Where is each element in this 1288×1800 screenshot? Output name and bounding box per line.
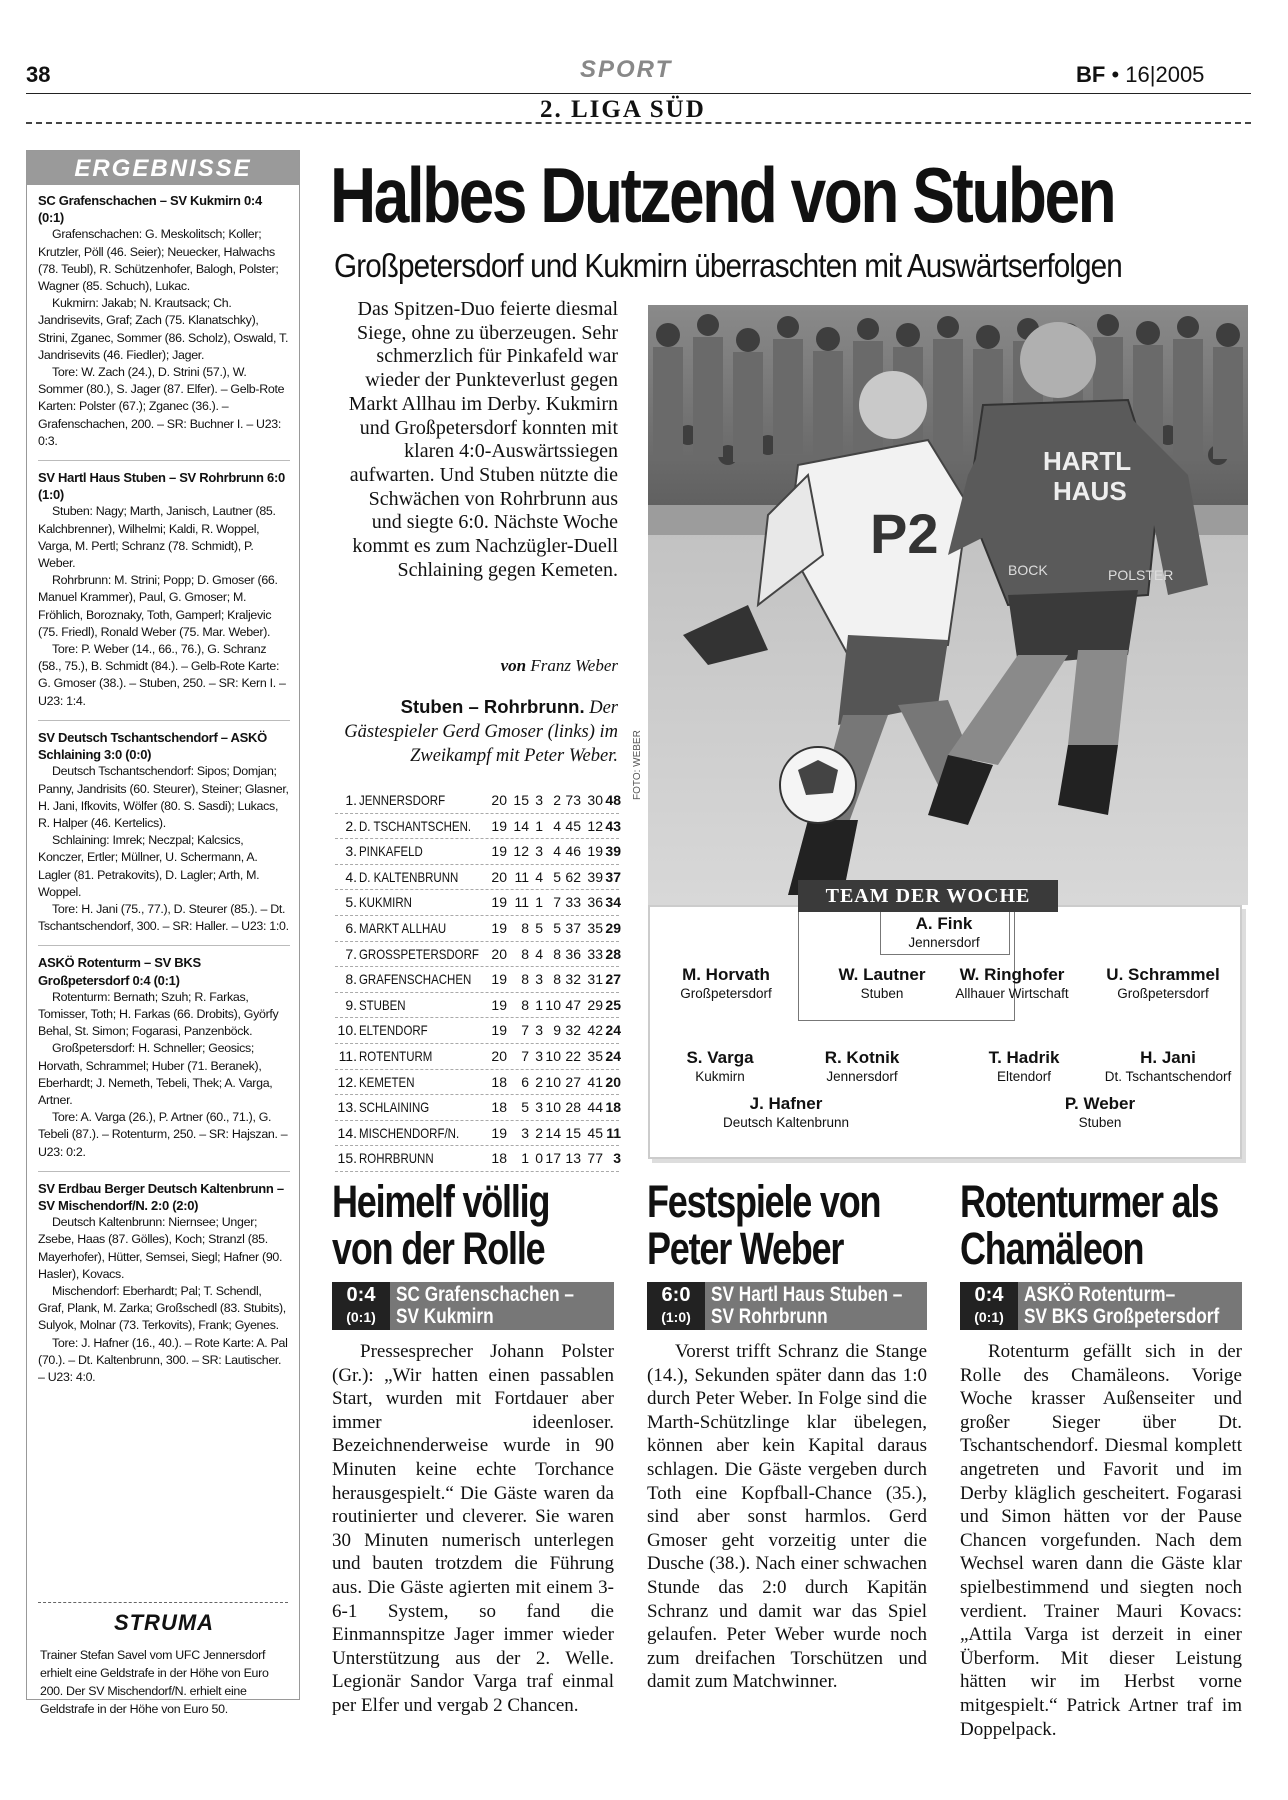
table-row — [335, 1146, 619, 1172]
table-row — [335, 839, 619, 865]
report-1-text: Pressesprecher Johann Polster (Gr.): „Wir hatten einen passablen Start, wurden mit Fortdauer aber immer ideenloser. Bezeichnenderweise wurde in 90 Minuten keine echte Torchance herausgespielt.“ Die Gäste waren da routinierter und cleverer. Sie waren 30 Minuten numerisch unterlegen und bauten trotzdem die Führung aus. Die Gäste agierten mit einem 3-6-1 System, so fand die Einmannspitze Jager immer wieder Unterstützung aus der 2. Welle. Legionär Sandor Varga traf einmal per Elfer und vergab 2 Chancen. — [332, 1341, 614, 1716]
table-cell-d: 1 — [535, 996, 543, 1013]
result-paragraph: Tore: J. Hafner (16., 40.). – Rote Karte: A. Pal (70.). – Dt. Kaltenbrunn, 300. – SR: Lautischer. – U23: 4:0. — [38, 1335, 288, 1384]
table-cell-team: GROSSPETERSDORF — [359, 945, 479, 962]
result-paragraph: Grafenschachen: G. Meskolitsch; Koller; Krutzler, Pöll (46. Seier); Neuecker, Halwachs (78. Teubl), R. Schützenhofer, Balogh, Polster; Wagner (85. Schuch), Lukac. — [38, 227, 279, 294]
half-time-score: (0:1) — [974, 1309, 1004, 1325]
table-cell-l: 9 — [553, 1022, 561, 1039]
table-cell-team: GRAFENSCHACHEN — [359, 971, 472, 988]
report-2-score-bar — [647, 1282, 927, 1330]
result-paragraph: Großpetersdorf: H. Schneller; Geosics; Horvath, Schrammel; Huber (71. Beranek), Eberhardt; J. Nemeth, Tebeli, Thek; A. Varga, Artner. — [38, 1041, 273, 1107]
table-cell-l: 10 — [545, 1099, 561, 1116]
table-cell-gf: 73 — [565, 792, 581, 808]
report-3-headline-line-1: Rotenturmer als — [960, 1176, 1219, 1227]
table-cell-p: 18 — [491, 1073, 507, 1090]
table-cell-pts: 27 — [605, 971, 621, 988]
half-time-score: (0:1) — [346, 1309, 376, 1325]
player-card — [880, 914, 1008, 950]
table-row — [335, 942, 619, 968]
table-cell-pts: 34 — [605, 894, 621, 911]
shirt-text-right-2: HAUS — [1053, 476, 1127, 506]
table-cell-d: 3 — [535, 792, 543, 808]
table-cell-gf: 62 — [565, 868, 581, 885]
table-row — [335, 1018, 619, 1044]
player-club: Großpetersdorf — [680, 986, 772, 1001]
table-cell-rank: 15. — [337, 1150, 357, 1167]
player-name: A. Fink — [915, 914, 973, 933]
table-cell-gf: 13 — [565, 1150, 581, 1167]
table-cell-ga: 12 — [587, 817, 603, 834]
table-cell-ga: 30 — [587, 792, 603, 808]
player-name: H. Jani — [1140, 1048, 1196, 1067]
report-2-headline — [647, 1178, 880, 1272]
table-cell-p: 18 — [491, 1099, 507, 1116]
table-cell-rank: 7. — [345, 945, 357, 962]
player-club: Allhauer Wirtschaft — [955, 986, 1069, 1001]
result-paragraph: Tore: H. Jani (75., 77.), D. Steurer (85.). – Dt. Tschantschendorf, 300. – SR: Haller. – U23: 1:0. — [38, 901, 289, 934]
table-cell-team: KEMETEN — [359, 1073, 415, 1090]
table-cell-team: PINKAFELD — [359, 843, 423, 860]
table-cell-pts: 29 — [605, 919, 621, 936]
player-club: Jennersdorf — [908, 935, 980, 950]
result-paragraph: Kukmirn: Jakab; N. Krautsack; Ch. Jandrisevits, Graf; Zach (75. Klanatschky), Strini, Zganec, Sommer (86. Scholz), Oswald, T. Jandrisevits (46. Fiedler); Jager. — [38, 296, 289, 362]
player-name: R. Kotnik — [824, 1048, 900, 1067]
struma-separator — [38, 1602, 288, 1603]
byline-prefix: von — [500, 656, 527, 675]
photo-credit: FOTO: WEBER — [632, 730, 643, 800]
table-cell-gf: 37 — [565, 919, 581, 936]
table-cell-ga: 42 — [587, 1022, 603, 1039]
table-cell-ga: 29 — [587, 996, 603, 1013]
league-title: 2. LIGA SÜD — [540, 96, 706, 123]
table-row — [335, 1070, 619, 1096]
report-3-headline — [960, 1178, 1218, 1272]
final-score: 0:4 — [974, 1284, 1004, 1306]
shirt-text-right-1: HARTL — [1043, 446, 1132, 476]
player-name: J. Hafner — [749, 1094, 823, 1113]
table-cell-l: 4 — [553, 817, 561, 834]
report-3-score-bar — [960, 1282, 1242, 1330]
table-cell-w: 15 — [513, 792, 529, 808]
table-cell-p: 20 — [491, 1047, 507, 1064]
page-number: 38 — [26, 62, 51, 87]
player-club: Deutsch Kaltenbrunn — [722, 1115, 850, 1130]
report-2-teams — [711, 1284, 902, 1328]
player-club: Dt. Tschantschendorf — [1104, 1069, 1232, 1084]
result-paragraph: Schlaining: Imrek; Neczpal; Kalcsics, Konczer, Ertler; Müllner, U. Schermann, A. Lagler (81. Petrakovits), D. Lagler; Arth, M. Woppel. — [38, 833, 260, 899]
report-1-teams — [396, 1284, 574, 1328]
table-cell-w: 8 — [521, 919, 529, 936]
result-heading: SV Deutsch Tschantschendorf – ASKÖ Schlaining 3:0 (0:0) — [38, 729, 267, 763]
player-name: M. Horvath — [682, 965, 770, 984]
header-dashed-rule — [26, 122, 1251, 124]
table-cell-p: 19 — [491, 817, 507, 834]
table-cell-p: 18 — [491, 1150, 507, 1167]
result-paragraph: Rohrbrunn: M. Strini; Popp; D. Gmoser (66. Manuel Krammer), Paul, G. Gmoser; M. Fröhlich, Boroznaky, Toth, Gamperl; Kraljevic (75. Friedl), Ronald Weber (75. Mar. Weber). — [38, 573, 278, 639]
section-title: SPORT — [580, 56, 673, 83]
match-photo — [648, 305, 1248, 905]
report-1-score-bar — [332, 1282, 614, 1330]
table-cell-rank: 2. — [345, 817, 357, 834]
report-1-score — [332, 1282, 390, 1330]
table-cell-l: 8 — [553, 971, 561, 988]
table-cell-ga: 19 — [587, 843, 603, 860]
struma-title: STRUMA — [113, 1610, 215, 1635]
table-row — [335, 1121, 619, 1147]
table-cell-ga: 39 — [587, 868, 603, 885]
player-card — [964, 1048, 1084, 1084]
player-name: T. Hadrik — [988, 1048, 1060, 1067]
table-row — [335, 865, 619, 891]
result-separator — [38, 460, 290, 461]
player-name: S. Varga — [686, 1048, 754, 1067]
result-paragraph: Deutsch Tschantschendorf: Sipos; Domjan; Panny, Jandrisits (60. Steurer), Steiner; Glasner, H. Jani, Ifkovits, Wölfer (80. S. Sasdi); Lukacs, R. Halper (46. Kertelics). — [38, 764, 289, 830]
result-paragraph: Stuben: Nagy; Marth, Janisch, Lautner (85. Kalchbrenner), Wilhelmi; Kaldi, R. Woppel, Varga, M. Pertl; Schranz (78. Schmidt), P. Weber. — [38, 504, 276, 571]
report-2-headline-line-2: Peter Weber — [647, 1223, 844, 1274]
table-cell-gf: 47 — [565, 996, 581, 1013]
report-2-score — [647, 1282, 705, 1330]
table-cell-pts: 11 — [606, 1124, 621, 1141]
table-cell-pts: 48 — [605, 792, 621, 808]
result-heading: ASKÖ Rotenturm – SV BKS Großpetersdorf 0:4 (0:1) — [38, 955, 201, 988]
table-cell-l: 14 — [545, 1124, 561, 1141]
player-name: U. Schrammel — [1106, 965, 1220, 984]
table-cell-rank: 5. — [345, 894, 357, 911]
table-row — [335, 993, 619, 1019]
table-cell-team: MISCHENDORF/N. — [359, 1124, 460, 1141]
player-club: Kukmirn — [695, 1069, 745, 1084]
table-cell-w: 6 — [521, 1073, 529, 1090]
table-cell-rank: 10. — [337, 1022, 357, 1039]
report-1-headline-line-2: von der Rolle — [332, 1223, 545, 1274]
table-row — [335, 1095, 619, 1121]
result-block — [38, 192, 290, 1386]
table-cell-w: 7 — [521, 1022, 529, 1039]
table-cell-rank: 3. — [345, 843, 357, 860]
report-3-score — [960, 1282, 1018, 1330]
table-cell-d: 2 — [535, 1124, 543, 1141]
table-cell-ga: 33 — [587, 945, 603, 962]
table-cell-l: 10 — [545, 996, 561, 1013]
player-club: Großpetersdorf — [1117, 986, 1209, 1001]
report-3-headline-line-2: Chamäleon — [960, 1223, 1144, 1274]
table-cell-team: KUKMIRN — [359, 894, 412, 911]
table-cell-l: 4 — [553, 843, 561, 860]
report-1-headline — [332, 1178, 549, 1272]
table-cell-p: 19 — [491, 1022, 507, 1039]
result-separator — [38, 1171, 290, 1172]
shirt-text-left: P2 — [870, 502, 939, 565]
final-score: 6:0 — [661, 1284, 691, 1306]
table-cell-w: 1 — [521, 1150, 529, 1167]
table-cell-l: 8 — [553, 945, 561, 962]
caption-text: Der Gästespieler Gerd Gmoser (links) im Zweikampf mit Peter Weber. — [344, 698, 618, 766]
table-cell-ga: 35 — [587, 919, 603, 936]
table-cell-gf: 45 — [565, 817, 581, 834]
table-cell-pts: 25 — [605, 996, 621, 1013]
subheadline: Großpetersdorf und Kukmirn überraschten mit Auswärtserfolgen — [334, 247, 1122, 284]
table-cell-gf: 33 — [565, 894, 581, 911]
table-cell-d: 3 — [535, 1099, 543, 1116]
result-heading: SC Grafenschachen – SV Kukmirn 0:4 (0:1) — [38, 193, 262, 226]
table-cell-team: STUBEN — [359, 996, 406, 1013]
table-cell-w: 7 — [521, 1047, 529, 1064]
match-photo-illustration — [648, 305, 1248, 905]
byline — [470, 656, 618, 676]
table-cell-w: 3 — [521, 1124, 529, 1141]
player-club: Stuben — [1078, 1115, 1122, 1130]
table-cell-p: 20 — [491, 868, 507, 885]
table-cell-l: 10 — [545, 1073, 561, 1090]
player-club: Jennersdorf — [826, 1069, 898, 1084]
player-club: Eltendorf — [996, 1069, 1052, 1084]
report-2-headline-line-1: Festspiele von — [647, 1176, 881, 1227]
player-card — [812, 965, 952, 1001]
result-heading: SV Erdbau Berger Deutsch Kaltenbrunn – SV Mischendorf/N. 2:0 (2:0) — [38, 1180, 284, 1213]
table-cell-ga: 44 — [587, 1099, 603, 1116]
player-card — [1040, 1094, 1160, 1130]
table-cell-l: 5 — [553, 919, 561, 936]
table-cell-p: 19 — [491, 996, 507, 1013]
table-cell-rank: 9. — [345, 996, 357, 1013]
table-cell-w: 8 — [521, 945, 529, 962]
table-cell-rank: 13. — [337, 1099, 357, 1116]
publication-short: BF — [1076, 62, 1106, 87]
final-score: 0:4 — [346, 1284, 376, 1306]
table-cell-w: 12 — [513, 843, 529, 860]
player-name: W. Lautner — [838, 965, 926, 984]
player-card — [802, 1048, 922, 1084]
table-cell-rank: 8. — [345, 971, 357, 988]
issue-info — [1076, 62, 1204, 88]
table-cell-d: 1 — [535, 894, 543, 911]
table-cell-ga: 36 — [587, 894, 603, 911]
table-cell-w: 8 — [521, 971, 529, 988]
headline: Halbes Dutzend von Stuben — [330, 151, 1115, 239]
league-table — [335, 788, 619, 1172]
result-separator — [38, 945, 290, 946]
result-paragraph: Deutsch Kaltenbrunn: Niernsee; Unger; Zsebe, Haas (87. Gölles), Koch; Stranzl (85. Mayerhofer), Hütter, Semsei, Siegl; Hafner (90. Hasler), Kovacs. — [38, 1215, 283, 1281]
report-2-text: Vorerst trifft Schranz die Stange (14.), Sekunden später dann das 1:0 durch Peter Weber. In Folge sind die Marth-Schützlinge klar übelegen, können aber kein Kapital daraus schlagen. Die Gäste vergeben durch Toth eine Kopfball-Chance (35.), sind aber sonst harmlos. Gerd Gmoser geht vorzeitig unter die Dusche (38.). Nach einer schwachen Stunde das 2:0 durch Kapitän Schranz und damit war das Spiel gelaufen. Peter Weber wurde noch zum dreifachen Torschützen und damit zum Matchwinner. — [647, 1341, 927, 1693]
result-separator — [38, 720, 290, 721]
table-cell-gf: 46 — [565, 843, 581, 860]
table-cell-pts: 39 — [605, 843, 621, 860]
table-cell-d: 3 — [535, 971, 543, 988]
issue-number: 16|2005 — [1125, 62, 1205, 87]
table-cell-p: 19 — [491, 1124, 507, 1141]
player-card — [942, 965, 1082, 1001]
table-cell-d: 3 — [535, 843, 543, 860]
table-cell-d: 2 — [535, 1073, 543, 1090]
player-card — [706, 1094, 866, 1130]
table-cell-rank: 12. — [337, 1073, 357, 1090]
half-time-score: (1:0) — [661, 1309, 691, 1325]
result-heading: SV Hartl Haus Stuben – SV Rohrbrunn 6:0 (1:0) — [38, 470, 285, 503]
table-cell-d: 4 — [535, 868, 543, 885]
table-cell-team: MARKT ALLHAU — [359, 919, 447, 936]
table-row — [335, 814, 619, 840]
table-cell-p: 19 — [491, 894, 507, 911]
table-cell-d: 4 — [535, 945, 543, 962]
table-row — [335, 788, 619, 814]
result-paragraph: Rotenturm: Bernath; Szuh; R. Farkas, Tomisser, Toth; H. Farkas (66. Drobits), Györfy Behal, St. Simon; Fogarasi, Panzenböck. — [38, 989, 279, 1039]
table-cell-team: ROHRBRUNN — [359, 1150, 434, 1167]
player-name: P. Weber — [1064, 1094, 1136, 1113]
table-cell-pts: 3 — [613, 1150, 621, 1167]
table-cell-pts: 18 — [605, 1099, 621, 1116]
photo-caption — [335, 695, 618, 768]
table-cell-p: 19 — [491, 919, 507, 936]
player-name: W. Ringhofer — [959, 965, 1065, 984]
header-rule — [26, 93, 1251, 94]
table-cell-ga: 41 — [587, 1073, 603, 1090]
table-cell-w: 14 — [513, 817, 529, 834]
table-cell-gf: 32 — [565, 1022, 581, 1039]
table-cell-pts: 24 — [605, 1022, 621, 1039]
team-line-2: SV Kukmirn — [396, 1305, 494, 1328]
byline-author: Franz Weber — [530, 656, 618, 675]
player-club: Stuben — [860, 986, 904, 1001]
table-cell-l: 2 — [553, 792, 561, 808]
bullet: • — [1111, 62, 1120, 87]
table-cell-gf: 27 — [565, 1073, 581, 1090]
table-cell-d: 5 — [535, 919, 543, 936]
table-cell-d: 0 — [535, 1150, 543, 1167]
table-cell-l: 7 — [553, 894, 561, 911]
report-3-teams — [1024, 1284, 1219, 1328]
table-cell-d: 3 — [535, 1022, 543, 1039]
shorts-sponsor-2: POLSTER — [1108, 567, 1174, 583]
shorts-sponsor-1: BOCK — [1008, 562, 1048, 578]
team-line-2: SV Rohrbrunn — [711, 1305, 828, 1328]
player-card — [1092, 965, 1234, 1001]
table-cell-pts: 24 — [605, 1047, 621, 1064]
result-paragraph: Mischendorf: Eberhardt; Pal; T. Schendl, Graf, Plank, M. Zarka; Großschedl (83. Stubits), Sulyok, Molnar (73. Terkovits), Frank; Gyenes. — [38, 1283, 286, 1333]
table-cell-rank: 6. — [345, 919, 357, 936]
table-cell-team: ROTENTURM — [359, 1047, 433, 1064]
team-line-1: ASKÖ Rotenturm– — [1024, 1283, 1176, 1306]
table-cell-rank: 1. — [345, 792, 357, 808]
team-of-week-title: TEAM DER WOCHE — [798, 880, 1058, 912]
player-card — [656, 965, 796, 1001]
table-cell-p: 20 — [491, 792, 507, 808]
table-cell-w: 11 — [514, 868, 529, 885]
table-cell-team: D. KALTENBRUNN — [359, 868, 459, 885]
table-cell-team: D. TSCHANTSCHEN. — [359, 817, 472, 834]
team-line-2: SV BKS Großpetersdorf — [1024, 1305, 1220, 1328]
table-cell-l: 10 — [545, 1047, 561, 1064]
table-cell-pts: 43 — [605, 817, 621, 834]
table-cell-rank: 11. — [338, 1047, 357, 1064]
table-cell-d: 3 — [535, 1047, 543, 1064]
table-cell-gf: 28 — [565, 1099, 581, 1116]
team-line-1: SV Hartl Haus Stuben – — [711, 1283, 903, 1306]
result-paragraph: Tore: P. Weber (14., 66., 76.), G. Schranz (58., 75.), B. Schmidt (84.). – Gelb-Rote Karte: G. Gmoser (38.). – Stuben, 250. – SR: Kern I. – U23: 1:4. — [38, 642, 286, 708]
table-cell-p: 20 — [491, 945, 507, 962]
report-1-headline-line-1: Heimelf völlig — [332, 1176, 550, 1227]
table-cell-ga: 35 — [587, 1047, 603, 1064]
table-cell-gf: 32 — [565, 971, 581, 988]
table-cell-team: ELTENDORF — [359, 1022, 428, 1039]
table-row — [335, 1044, 619, 1070]
table-cell-ga: 45 — [587, 1124, 603, 1141]
table-row — [335, 890, 619, 916]
table-cell-rank: 4. — [345, 868, 357, 885]
lead-paragraph: Das Spitzen-Duo feierte diesmal Siege, ohne zu überzeugen. Sehr schmerzlich für Pinkafeld war wieder der Punkteverlust gegen Markt Allhau im Derby. Kukmirn und Großpetersdorf konnten mit klaren 4:0-Auswärtssiegen aufwarten. Und Stuben nützte die Schwächen von Rohrbrunn aus und siegte 6:0. Nächste Woche kommt es zum Nachzügler-Duell Schlaining gegen Kemeten. — [348, 298, 618, 581]
caption-title: Stuben – Rohrbrunn. — [400, 696, 585, 717]
result-paragraph: Tore: W. Zach (24.), D. Strini (57.), W. Sommer (80.), S. Jager (87. Elfer). – Gelb-Rote Karten: Polster (67.); Zganec (36.). – Grafenschachen, 200. – SR: Buchner I. – U23: 0:3. — [38, 365, 285, 448]
table-cell-rank: 14. — [337, 1124, 357, 1141]
table-cell-ga: 31 — [587, 971, 603, 988]
table-cell-l: 5 — [553, 868, 561, 885]
table-cell-team: SCHLAINING — [359, 1099, 430, 1116]
table-cell-w: 11 — [514, 894, 529, 911]
table-cell-pts: 28 — [605, 945, 621, 962]
table-cell-gf: 22 — [565, 1047, 581, 1064]
table-cell-p: 19 — [491, 843, 507, 860]
team-line-1: SC Grafenschachen – — [396, 1283, 575, 1306]
table-cell-d: 1 — [535, 817, 543, 834]
table-row — [335, 916, 619, 942]
player-card — [660, 1048, 780, 1084]
table-cell-w: 5 — [521, 1099, 529, 1116]
table-cell-gf: 36 — [565, 945, 581, 962]
table-cell-w: 8 — [521, 996, 529, 1013]
results-title: ERGEBNISSE — [74, 155, 252, 182]
struma-text: Trainer Stefan Savel vom UFC Jennersdorf erhielt eine Geldstrafe in der Höhe von Euro 200. Der SV Mischendorf/N. erhielt eine Geldstrafe in der Höhe von Euro 50. — [40, 1648, 269, 1716]
table-cell-ga: 77 — [587, 1150, 603, 1167]
table-cell-p: 19 — [491, 971, 507, 988]
table-cell-pts: 37 — [605, 868, 621, 885]
table-cell-pts: 20 — [605, 1073, 621, 1090]
report-3-text: Rotenturm gefällt sich in der Rolle des Chamäleons. Vorige Woche krasser Außenseiter und großer Sieger über Dt. Tschantschendorf. Diesmal komplett angetreten und Favorit und im Derby kläglich gescheitert. Fogarasi und Simon hätten vor der Pause Chancen vorgefunden. Nach dem Wechsel waren dann die Gäste klar spielbestimmend und siegten noch verdient. Trainer Mauri Kovacs: „Attila Varga ist derzeit in einer Überform. Mit dieser Leistung hätten wir im Herbst vorne mitgespielt.“ Patrick Artner traf im Doppelpack. — [960, 1341, 1242, 1740]
table-cell-team: JENNERSDORF — [359, 792, 446, 808]
player-card — [1098, 1048, 1238, 1084]
table-row — [335, 967, 619, 993]
table-cell-gf: 15 — [565, 1124, 581, 1141]
table-cell-l: 17 — [545, 1150, 561, 1167]
result-paragraph: Tore: A. Varga (26.), P. Artner (60., 71.), G. Tebeli (87.). – Rotenturm, 250. – SR: Hajszan. – U23: 0:2. — [38, 1110, 288, 1159]
